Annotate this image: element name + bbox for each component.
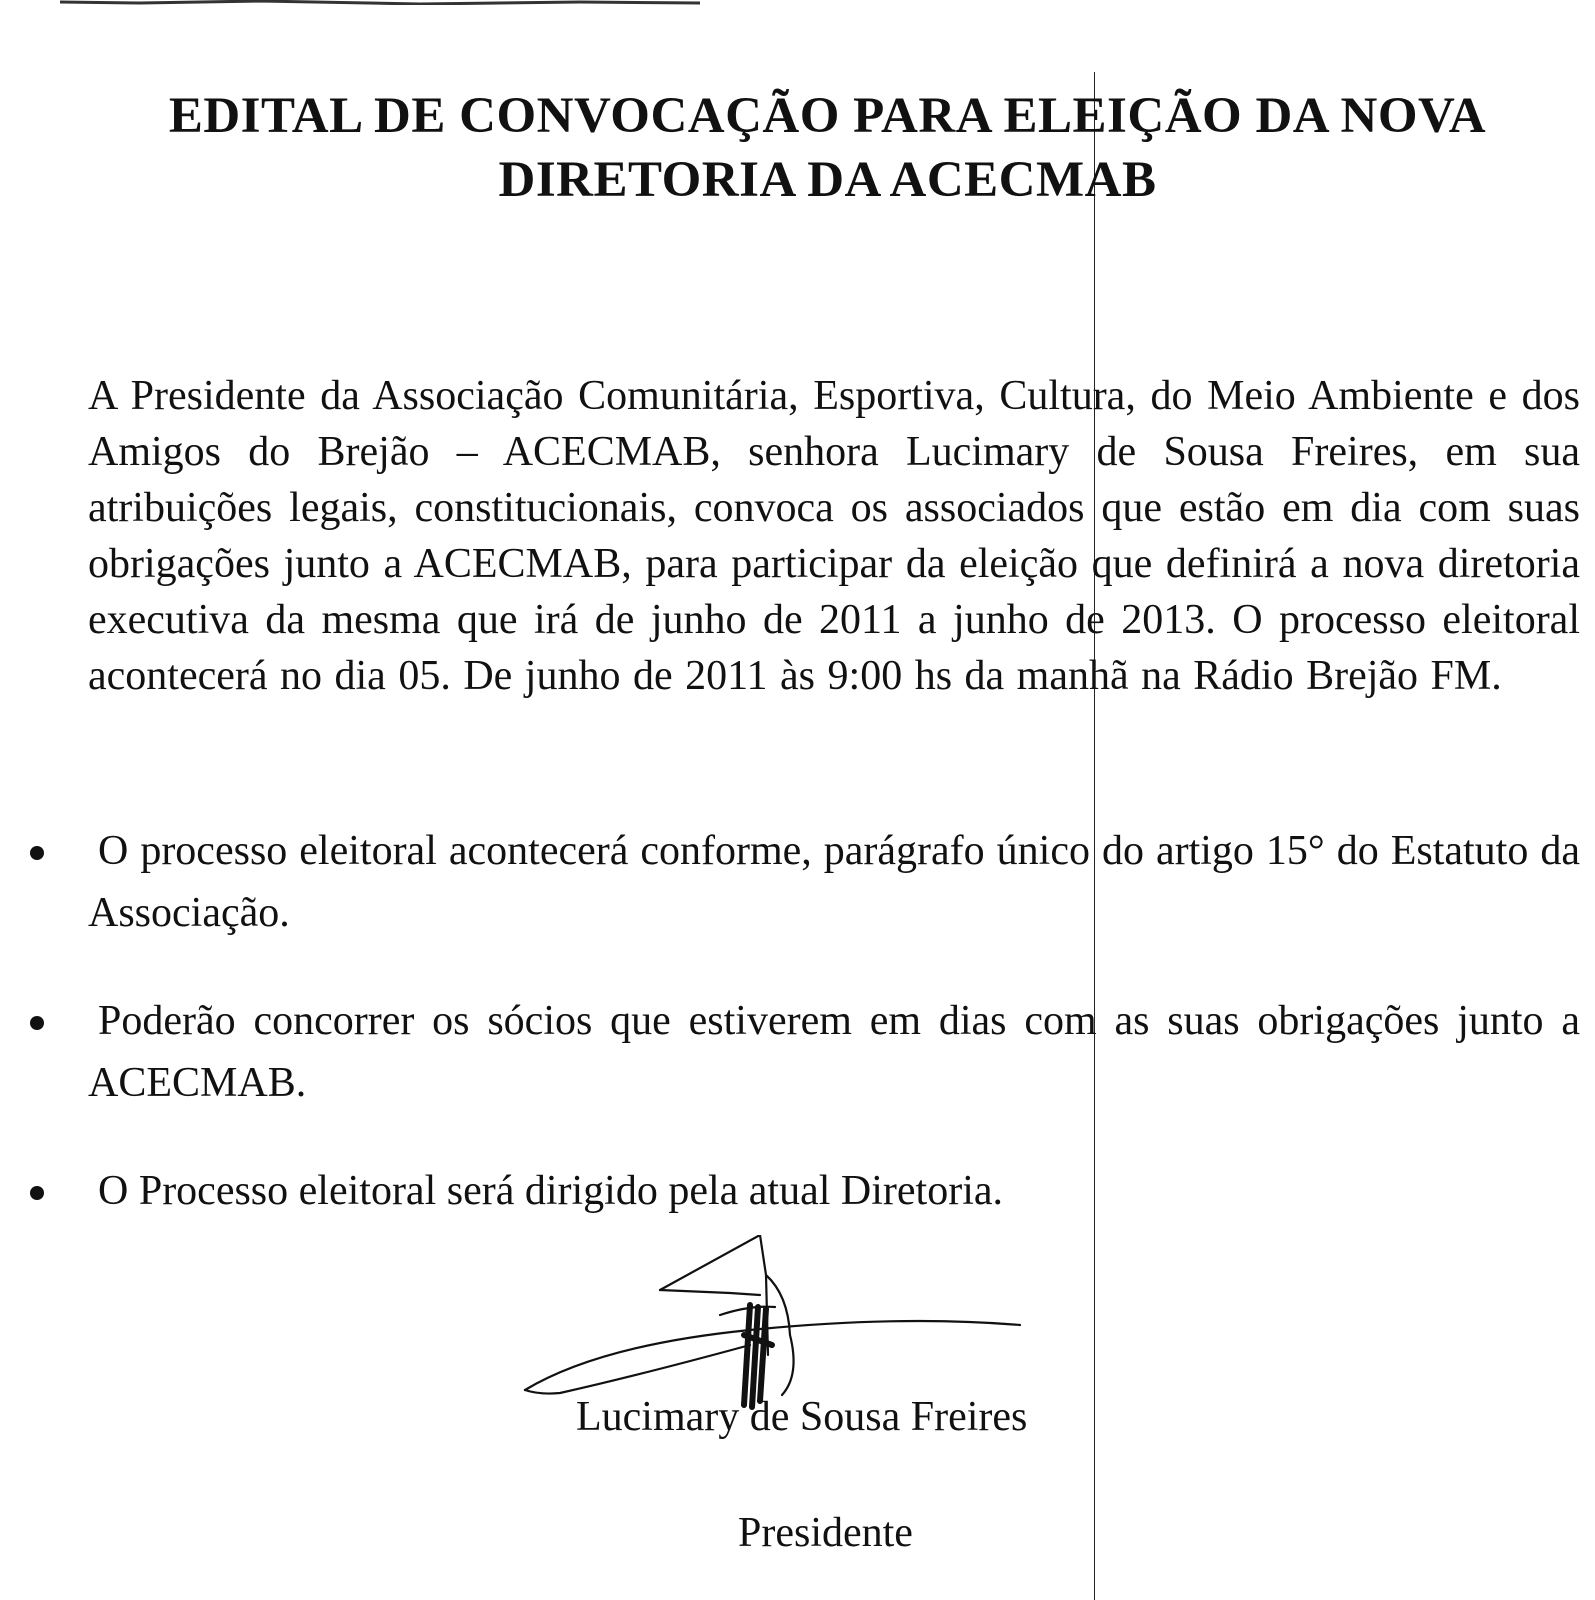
bullet-dot [30,846,44,860]
signatory-name: Lucimary de Sousa Freires [576,1394,1028,1440]
title-line-1: EDITAL DE CONVOCAÇÃO PARA ELEIÇÃO DA NOVA [168,88,1487,144]
document-title [0,84,1595,212]
title-line-2: DIRETORIA DA ACECMAB [498,152,1157,208]
signatory-role: Presidente [738,1510,913,1556]
bullet-text: O Processo eleitoral será dirigido pela atual Diretoria. [98,1168,1004,1214]
body-paragraph: A Presidente da Associação Comunitária, Esportiva, Cultura, do Meio Ambiente e dos Amigos do Brejão – ACECMAB, senhora Lucimary de Sousa Freires, em sua atribuições legais, constitucionais, convoca os associados que estão em dia com suas obrigações junto a ACECMAB, para participar da eleição que definirá a nova diretoria executiva da mesma que irá de junho de 2011 a junho de 2013. O processo eleitoral acontecerá no dia 05. De junho de 2011 às 9:00 hs da manhã na Rádio Brejão FM. [88,373,1580,699]
bullet-dot [30,1016,44,1030]
bullet-text: Poderão concorrer os sócios que estiverem em dias com as suas obrigações junto a ACECMAB. [88,998,1580,1106]
bullet-dot [30,1186,44,1200]
bullet-text: O processo eleitoral acontecerá conforme, parágrafo único do artigo 15° do Estatuto da Associação. [88,828,1580,936]
scan-edge-mark [60,0,700,5]
